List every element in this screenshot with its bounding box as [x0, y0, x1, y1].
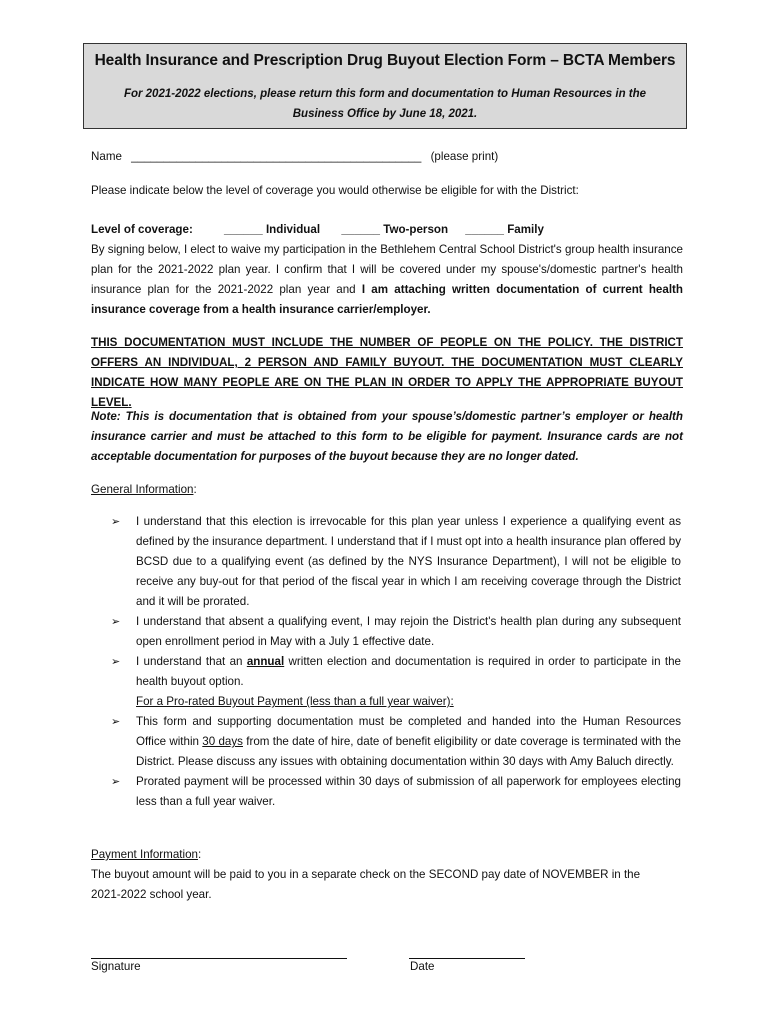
- coverage-instruction: Please indicate below the level of coverage you would otherwise be eligible for with the District:: [91, 184, 579, 197]
- name-print-hint: (please print): [430, 150, 499, 163]
- list-item: ➢ Prorated payment will be processed within 30 days of submission of all paperwork for employees electing less than a full year waiver.: [111, 772, 681, 812]
- arrow-bullet-icon: ➢: [111, 616, 121, 628]
- waiver-statement: [91, 240, 683, 320]
- arrow-bullet-icon: ➢: [111, 656, 121, 668]
- coverage-row: [91, 220, 544, 240]
- coverage-label: Level of coverage:: [91, 223, 193, 236]
- waiver-attach-statement: I am attaching written documentation of current health insurance coverage from a health insurance carrier/employer.: [91, 283, 683, 316]
- coverage-option-two-person[interactable]: ______ Two-person: [341, 223, 449, 236]
- documentation-note: Note: This is documentation that is obtained from your spouse’s/domestic partner’s employer or health insurance carrier and must be attached to this form to be eligible for payment. Insurance cards are not acceptable documentation for purposes of the buyout because they are no longer dated.: [91, 410, 683, 463]
- arrow-bullet-icon: ➢: [111, 516, 121, 528]
- list-item: ➢ I understand that an annual written election and documentation is required in order to participate in the health buyout option.: [111, 652, 681, 692]
- general-info-heading: General Information:: [91, 483, 197, 496]
- name-input-line[interactable]: _____________________________________________: [131, 150, 422, 163]
- name-label: Name: [91, 150, 122, 163]
- form-title: Health Insurance and Prescription Drug Buyout Election Form – BCTA Members: [94, 52, 676, 69]
- documentation-notice-text: THIS DOCUMENTATION MUST INCLUDE THE NUMBER OF PEOPLE ON THE POLICY. THE DISTRICT OFFERS AN INDIVIDUAL, 2 PERSON AND FAMILY BUYOUT. THE DOCUMENTATION MUST CLEARLY INDICATE HOW MANY PEOPLE ARE ON THE PLAN IN ORDER TO APPLY THE APPROPRIATE BUYOUT LEVEL: [91, 336, 683, 409]
- waiver-text: By signing below, I elect to waive my participation in the Bethlehem Central School District's group health insurance plan for the 2021-2022 plan year. I confirm that I will be covered under my spouse's/domestic partner's health insurance plan for the 2021-2022 plan year and: [91, 243, 683, 296]
- documentation-notice: THIS DOCUMENTATION MUST INCLUDE THE NUMBER OF PEOPLE ON THE POLICY. THE DISTRICT OFFERS AN INDIVIDUAL, 2 PERSON AND FAMILY BUYOUT. THE DOCUMENTATION MUST CLEARLY INDICATE HOW MANY PEOPLE ARE ON THE PLAN IN ORDER TO APPLY THE APPROPRIATE BUYOUT LEVEL.: [91, 336, 683, 409]
- date-label: Date: [410, 960, 435, 973]
- list-item: ➢ I understand that this election is irrevocable for this plan year unless I experience a qualifying event as defined by the insurance department. I understand that if I must opt into a health insurance plan offered by BCSD due to a qualifying event (as defined by the NYS Insurance Department), I will not be eligible to receive any buy-out for that period of the fiscal year in which I am receiving coverage through the District and it will be prorated.: [111, 512, 681, 612]
- payment-info-title: Payment Information: [91, 848, 198, 861]
- payment-info-text: The buyout amount will be paid to you in a separate check on the SECOND pay date of NOVEMBER in the 2021-2022 school year.: [91, 868, 641, 901]
- thirty-days-emphasis: 30 days: [202, 735, 243, 748]
- list-item: ➢ I understand that absent a qualifying event, I may rejoin the District's health plan during any subsequent open enrollment period in May with a July 1 effective date.: [111, 612, 681, 652]
- general-info-list: [111, 512, 681, 812]
- form-deadline-note: For 2021-2022 elections, please return this form and documentation to Human Resources in the Business Office by June 18, 2021.: [123, 88, 647, 120]
- coverage-option-individual[interactable]: ______ Individual: [224, 223, 321, 236]
- coverage-option-family[interactable]: ______ Family: [465, 223, 544, 236]
- payment-info-heading: Payment Information:: [91, 848, 202, 861]
- arrow-bullet-icon: ➢: [111, 776, 121, 788]
- signature-label: Signature: [91, 960, 141, 973]
- prorated-heading: For a Pro-rated Buyout Payment (less than a full year waiver):: [136, 695, 454, 708]
- form-header: [83, 43, 687, 129]
- arrow-bullet-icon: ➢: [111, 716, 121, 728]
- general-info-title: General Information: [91, 483, 194, 496]
- annual-emphasis: annual: [246, 655, 285, 668]
- list-item: ➢ This form and supporting documentation must be completed and handed into the Human Resources Office within 30 days from the date of hire, date of benefit eligibility or date coverage is terminated with the District. Please discuss any issues with obtaining documentation within 30 days with Amy Baluch directly.: [111, 712, 681, 772]
- name-row: [91, 147, 498, 167]
